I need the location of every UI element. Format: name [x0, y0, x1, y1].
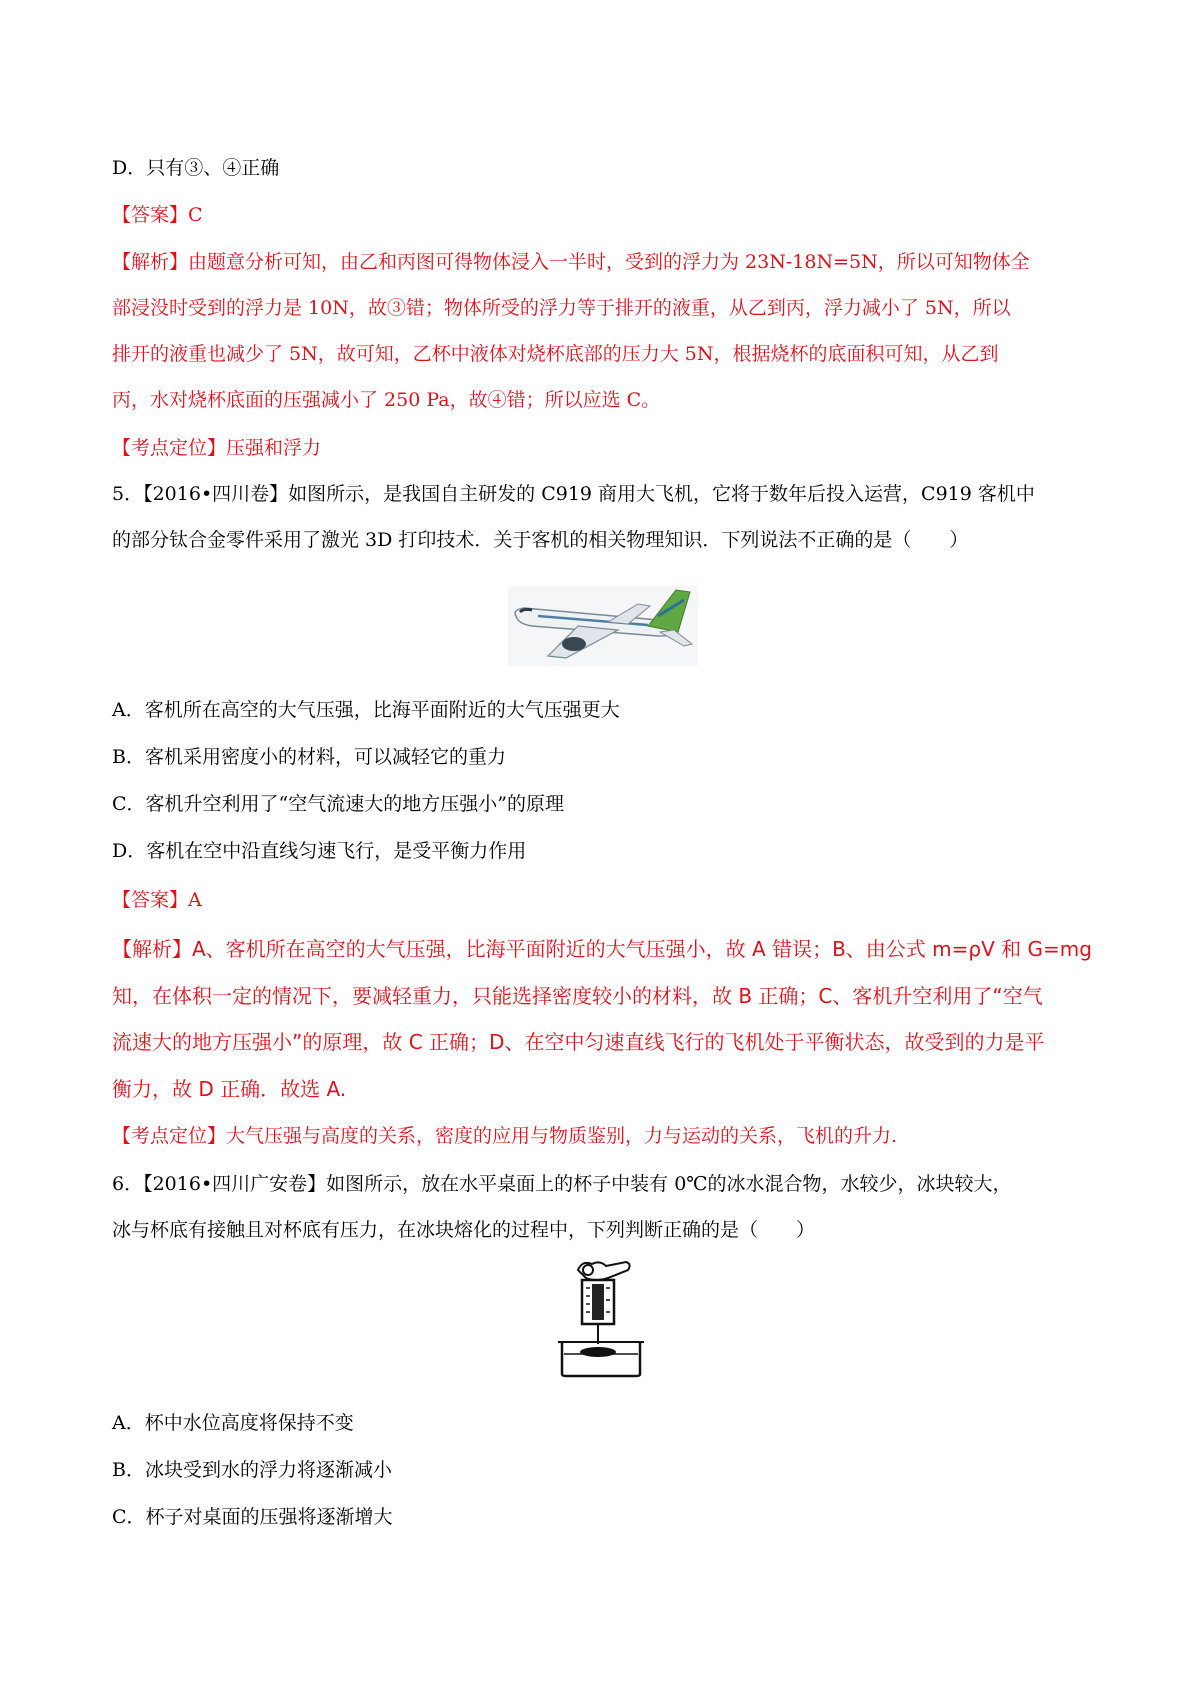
q4-analysis-line: 排开的液重也减少了 5N，故可知，乙杯中液体对烧杯底部的压力大 5N，根据烧杯的底面积可知，从乙到: [112, 343, 999, 365]
q5-analysis-line: 流速大的地方压强小”的原理，故 C 正确；D、在空中匀速直线飞行的飞机处于平衡状态，故受到的力是平: [112, 1030, 1045, 1054]
q5-analysis-line: 【解析】A、客机所在高空的大气压强，比海平面附近的大气压强小，故 A 错误；B、由公式 m=ρV 和 G=mg: [112, 937, 1092, 961]
airplane-figure: [508, 586, 698, 666]
q6-stem-line: 冰与杯底有接触且对杯底有压力，在冰块熔化的过程中，下列判断正确的是（ ）: [112, 1219, 816, 1241]
q5-stem-line: 5．【2016•四川卷】如图所示，是我国自主研发的 C919 商用大飞机，它将于数年后投入运营，C919 客机中: [112, 483, 1035, 505]
q4-analysis-line: 【解析】由题意分析可知，由乙和丙图可得物体浸入一半时，受到的浮力为 23N-18N=5N，所以可知物体全: [112, 251, 1030, 273]
beaker-figure: [548, 1256, 654, 1378]
q4-analysis-line: 丙，水对烧杯底面的压强减小了 250 Pa，故④错；所以应选 C。: [112, 389, 661, 411]
q4-answer: 【答案】C: [112, 204, 203, 226]
q5-option-d: D．客机在空中沿直线匀速飞行，是受平衡力作用: [112, 840, 527, 862]
q5-analysis-line: 知，在体积一定的情况下，要减轻重力，只能选择密度较小的材料，故 B 正确；C、客机升空利用了“空气: [112, 984, 1043, 1008]
q4-key-point: 【考点定位】压强和浮力: [112, 437, 322, 459]
q6-option-c: C．杯子对桌面的压强将逐渐增大: [112, 1506, 393, 1528]
q5-stem-line: 的部分钛合金零件采用了激光 3D 打印技术．关于客机的相关物理知识．下列说法不正确的是（ ）: [112, 529, 969, 551]
q5-option-b: B．客机采用密度小的材料，可以减轻它的重力: [112, 746, 506, 768]
q6-stem-line: 6．【2016•四川广安卷】如图所示，放在水平桌面上的杯子中装有 0℃的冰水混合物，水较少，冰块较大，: [112, 1173, 1012, 1195]
q5-answer: 【答案】A: [112, 889, 202, 911]
q5-analysis-line: 衡力，故 D 正确．故选 A.: [112, 1077, 347, 1101]
q5-option-a: A．客机所在高空的大气压强，比海平面附近的大气压强更大: [112, 699, 620, 721]
q4-option-d: D．只有③、④正确: [112, 157, 280, 179]
q4-analysis-line: 部浸没时受到的浮力是 10N，故③错；物体所受的浮力等于排开的液重，从乙到丙，浮力减小了 5N，所以: [112, 297, 1011, 319]
q5-option-c: C．客机升空利用了“空气流速大的地方压强小”的原理: [112, 793, 564, 815]
q5-key-point: 【考点定位】大气压强与高度的关系，密度的应用与物质鉴别，力与运动的关系，飞机的升力.: [112, 1125, 898, 1147]
q6-option-b: B．冰块受到水的浮力将逐渐减小: [112, 1459, 392, 1481]
q6-option-a: A．杯中水位高度将保持不变: [112, 1412, 354, 1434]
